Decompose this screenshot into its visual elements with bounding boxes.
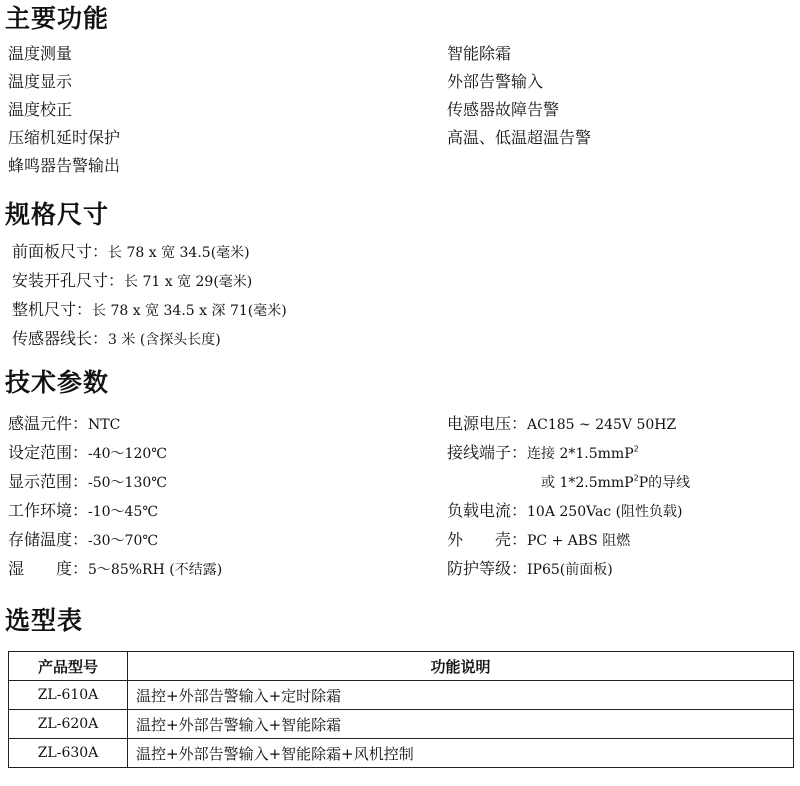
table-row [9,710,794,739]
function-cell: 温控+外部告警输入+智能除霜+风机控制 [128,739,794,768]
table-header-function: 功能说明 [128,652,794,681]
param-value: 或 1*2.5mmP [541,475,634,491]
param-row [8,555,222,584]
param-label: 电源电压： [447,414,528,433]
superscript: 2 [633,444,639,454]
param-label: 接线端子： [447,443,528,462]
spec-value: 3 米 (含探头长度) [108,332,221,348]
param-row [8,526,222,555]
param-row-protection [447,555,690,584]
spec-label: 前面板尺寸： [12,242,109,261]
section-title-selection: 选型表 [5,606,84,635]
features-right-list [447,40,591,152]
spec-label: 整机尺寸： [12,300,93,319]
feature-item: 压缩机延时保护 [8,128,121,147]
param-row-voltage [447,410,690,439]
feature-item: 温度测量 [8,44,73,63]
section-title-specs: 规格尺寸 [5,200,110,229]
param-value: 5～85%RH (不结露) [88,562,223,578]
param-value: -30～70℃ [88,533,159,549]
param-value: NTC [88,417,121,433]
table-header-row [9,652,794,681]
param-label: 存储温度： [8,530,89,549]
param-value: IP65(前面板) [527,562,613,578]
param-value: AC185 ~ 245V 50HZ [527,417,677,433]
feature-item: 温度校正 [8,100,73,119]
spec-value: 长 78 x 宽 34.5(毫米) [108,245,250,261]
param-label: 显示范围： [8,472,89,491]
param-row-shell [447,526,690,555]
feature-item: 传感器故障告警 [447,100,560,119]
function-cell: 温控+外部告警输入+定时除霜 [128,681,794,710]
spec-value: 长 71 x 宽 29(毫米) [124,274,253,290]
feature-item: 蜂鸣器告警输出 [8,156,121,175]
param-label: 湿 度： [8,559,89,578]
table-header-model: 产品型号 [9,652,128,681]
param-value: -40～120℃ [88,446,167,462]
param-row-terminal-cont [447,468,690,497]
model-selection-table [8,651,794,768]
param-label: 外 壳： [447,530,528,549]
feature-item: 温度显示 [8,72,73,91]
param-value: P的导线 [638,475,691,491]
param-value: 10A 250Vac (阻性负载) [527,504,683,520]
param-value: -10～45℃ [88,504,159,520]
function-cell: 温控+外部告警输入+智能除霜 [128,710,794,739]
param-label: 工作环境： [8,501,89,520]
params-right-list [447,410,690,584]
param-label: 设定范围： [8,443,89,462]
param-label: 负载电流： [447,501,528,520]
spec-label: 传感器线长： [12,329,109,348]
model-cell: ZL-610A [9,681,128,710]
spec-row [12,267,287,296]
param-row [8,439,222,468]
features-left-list [8,40,120,180]
spec-row [12,325,287,354]
model-cell: ZL-630A [9,739,128,768]
param-row [8,497,222,526]
spec-row [12,238,287,267]
spec-label: 安装开孔尺寸： [12,271,125,290]
superscript: 2 [633,473,639,483]
param-row [8,410,222,439]
spec-row [12,296,287,325]
param-label: 防护等级： [447,559,528,578]
feature-item: 外部告警输入 [447,72,544,91]
feature-item: 高温、低温超温告警 [447,128,592,147]
section-title-params: 技术参数 [5,368,110,397]
section-title-features: 主要功能 [5,4,110,33]
params-left-list [8,410,222,584]
model-cell: ZL-620A [9,710,128,739]
param-row-load [447,497,690,526]
table-row [9,681,794,710]
specs-list [12,238,287,354]
table-row [9,739,794,768]
feature-item: 智能除霜 [447,44,512,63]
param-value: PC + ABS 阻燃 [527,533,631,549]
spec-value: 长 78 x 宽 34.5 x 深 71(毫米) [92,303,287,319]
param-label: 感温元件： [8,414,89,433]
param-row-terminal [447,439,690,468]
param-value: 连接 2*1.5mmP [527,446,634,462]
param-value: -50～130℃ [88,475,167,491]
param-row [8,468,222,497]
